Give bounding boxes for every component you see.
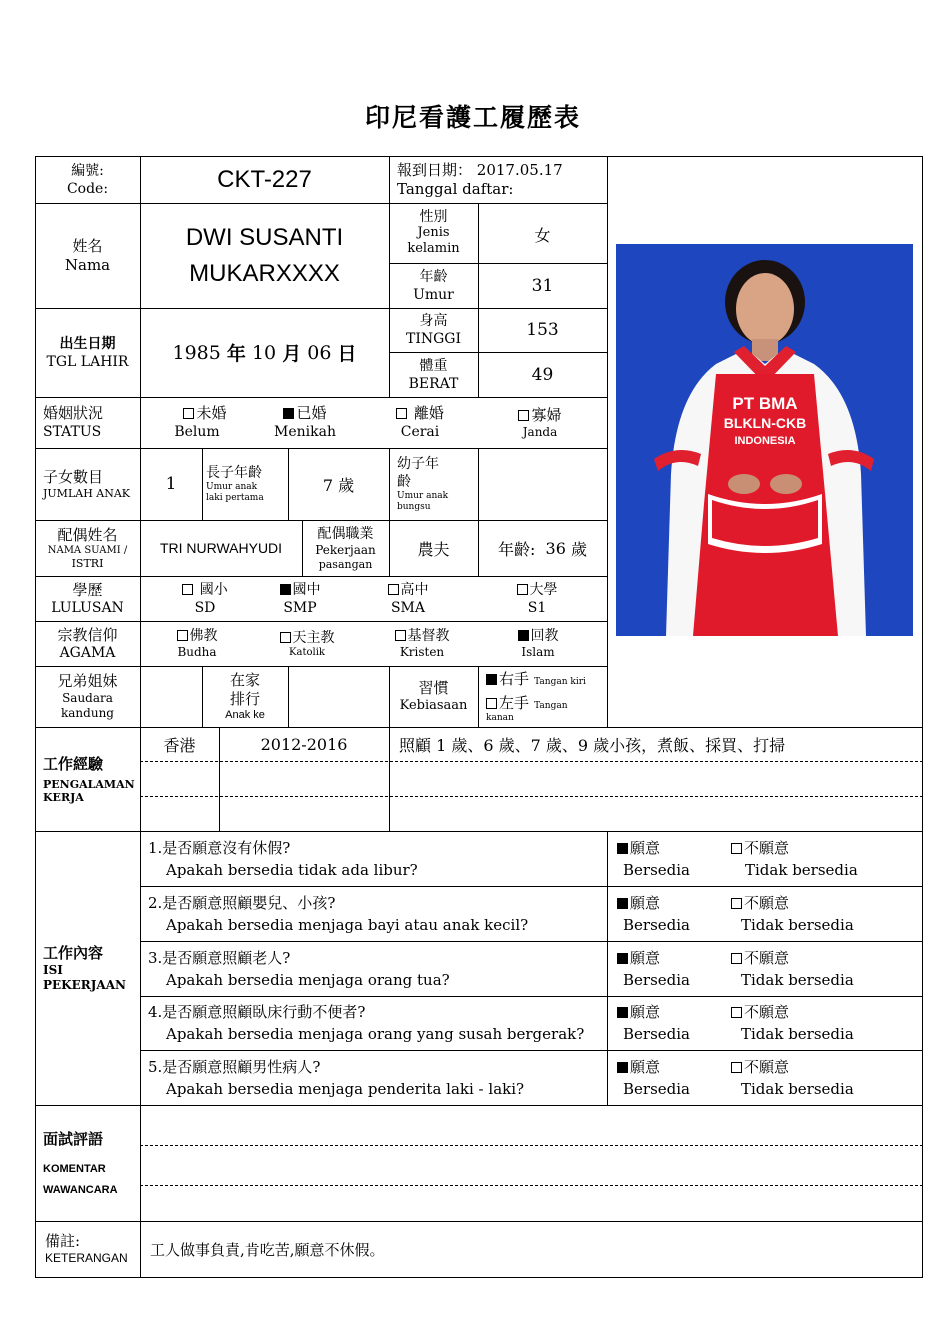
- marital-option-divorced[interactable]: 離婚 Cerai: [365, 397, 475, 448]
- eldest-age-label: 長子年齡 Umur anak laki pertama: [206, 465, 264, 503]
- checkbox-icon: [283, 408, 294, 419]
- checkbox-icon: [486, 698, 497, 709]
- eldest-age-value: 7 歲: [322, 475, 355, 495]
- answer-no[interactable]: 不願意 Tidak bersedia: [725, 1050, 923, 1105]
- checkbox-icon: [617, 953, 628, 964]
- checkbox-icon: [177, 630, 188, 641]
- siblings-label: 兄弟姐妹 Saudara kandung: [57, 672, 118, 720]
- job-question: 2.是否願意照顧嬰兒、小孩? Apakah bersedia menjaga bayi atau anak kecil?: [148, 893, 529, 934]
- education-label: 學歷 LULUSAN: [51, 580, 124, 616]
- checkbox-icon: [731, 953, 742, 964]
- arrival-date: 報到日期： 2017.05.17 Tanggal daftar:: [397, 160, 563, 198]
- marital-option-widowed[interactable]: 寡婦 Janda: [485, 397, 595, 448]
- apron-text-line3: INDONESIA: [734, 435, 796, 447]
- checkbox-icon: [617, 1007, 628, 1018]
- checkbox-icon: [183, 408, 194, 419]
- religion-option-islam[interactable]: 回教 Islam: [488, 621, 588, 666]
- religion-option-budha[interactable]: 佛教 Budha: [177, 628, 218, 659]
- resume-form: [35, 156, 923, 1278]
- answer-no[interactable]: 不願意 Tidak bersedia: [725, 996, 923, 1050]
- birth-label: 出生日期 TGL LAHIR: [46, 335, 129, 370]
- age-value: 31: [531, 275, 554, 296]
- answer-no[interactable]: 不願意 Tidak bersedia: [725, 886, 923, 941]
- answer-yes[interactable]: 願意 Bersedia: [607, 1050, 725, 1105]
- checkbox-icon: [280, 632, 291, 643]
- answer-yes[interactable]: 願意 Bersedia: [607, 831, 725, 886]
- weight-label: 體重 BERAT: [408, 357, 459, 392]
- answer-yes[interactable]: 願意 Bersedia: [607, 886, 725, 941]
- handedness: 右手 Tangan kiri 左手 Tangan kanan: [486, 670, 586, 723]
- religion-label: 宗教信仰 AGAMA: [57, 625, 118, 661]
- spouse-job-value: 農夫: [417, 539, 450, 559]
- weight-value: 49: [531, 364, 554, 385]
- job-question: 3.是否願意照顧老人? Apakah bersedia menjaga orang tua?: [148, 948, 450, 989]
- experience-place: 香港: [163, 735, 196, 755]
- education-option-s1[interactable]: 大學 S1: [487, 576, 587, 621]
- handedness-right[interactable]: 右手 Tangan kiri: [486, 669, 586, 689]
- name-value: DWI SUSANTI MUKARXXXX: [185, 223, 344, 287]
- spouse-job-label: 配偶職業 Pekerjaan pasangan: [315, 526, 376, 571]
- birth-value: 1985 年 10 月 06 日: [172, 341, 357, 365]
- height-value: 153: [526, 320, 559, 340]
- checkbox-icon: [617, 1062, 628, 1073]
- job-question: 4.是否願意照顧臥床行動不便者? Apakah bersedia menjaga orang yang susah bergerak?: [148, 1003, 585, 1043]
- experience-label: 工作經驗 PENGALAMAN KERJA: [43, 754, 135, 804]
- checkbox-icon: [617, 898, 628, 909]
- marital-label: 婚姻狀況 STATUS: [43, 403, 104, 440]
- checkbox-icon: [517, 584, 528, 595]
- apron-text-line2: BLKLN-CKB: [723, 415, 807, 431]
- gender-label: 性別 Jenis kelamin: [407, 209, 460, 256]
- checkbox-icon: [182, 584, 193, 595]
- name-label: 姓名 Nama: [64, 236, 111, 274]
- experience-description: 照顧 1 歲、6 歲、7 歲、9 歲小孩，煮飯、採買、打掃: [399, 735, 786, 755]
- education-option-sma[interactable]: 高中 SMA: [358, 576, 458, 621]
- education-option-smp[interactable]: 國中 SMP: [250, 576, 350, 621]
- applicant-photo: [616, 244, 913, 636]
- checkbox-icon: [486, 674, 497, 685]
- checkbox-icon: [731, 1062, 742, 1073]
- children-count: 1: [165, 474, 177, 494]
- interview-label: 面試評語 KOMENTAR WAWANCARA: [43, 1129, 118, 1196]
- experience-period: 2012-2016: [260, 734, 348, 754]
- checkbox-icon: [518, 630, 529, 641]
- job-label: 工作內容 ISI PEKERJAAN: [43, 943, 126, 992]
- age-label: 年齡 Umur: [413, 268, 454, 303]
- checkbox-icon: [396, 408, 407, 419]
- checkbox-icon: [395, 630, 406, 641]
- checkbox-icon: [731, 1007, 742, 1018]
- checkbox-icon: [617, 843, 628, 854]
- children-label: 子女數目 JUMLAH ANAK: [43, 468, 131, 500]
- code-value: CKT-227: [217, 165, 312, 193]
- answer-no[interactable]: 不願意 Tidak bersedia: [725, 941, 923, 996]
- answer-yes[interactable]: 願意 Bersedia: [607, 996, 725, 1050]
- height-label: 身高 TINGGI: [405, 313, 461, 347]
- answer-no[interactable]: 不願意 Tidak bersedia: [725, 831, 923, 886]
- checkbox-icon: [388, 584, 399, 595]
- education-option-sd[interactable]: 國小 SD: [155, 576, 255, 621]
- page-title: 印尼看護工履歷表: [364, 103, 581, 132]
- answer-yes[interactable]: 願意 Bersedia: [607, 941, 725, 996]
- religion-option-katolik[interactable]: 天主教 Katolik: [257, 621, 357, 666]
- checkbox-icon: [518, 410, 529, 421]
- marital-option-single[interactable]: 未婚 Belum: [174, 404, 227, 440]
- habit-label: 習慣 Kebiasaan: [399, 679, 468, 713]
- apron-text-line1: PT BMA: [732, 394, 798, 413]
- gender-value: 女: [534, 226, 551, 245]
- spouse-name-label: 配偶姓名 NAMA SUAMI / ISTRI: [47, 526, 128, 570]
- code-label: 編號: Code:: [66, 162, 109, 197]
- youngest-age-label: 幼子年 齡 Umur anak bungsu: [397, 456, 449, 512]
- checkbox-icon: [731, 898, 742, 909]
- spouse-age: 年齡: 36 歲: [497, 538, 588, 559]
- sibling-rank-label: 在家 排行 Anak ke: [225, 671, 265, 721]
- job-question: 5.是否願意照顧男性病人? Apakah bersedia menjaga penderita laki - laki?: [148, 1057, 525, 1098]
- handedness-left[interactable]: 左手 Tangan: [486, 693, 568, 713]
- marital-option-married[interactable]: 已婚 Menikah: [274, 404, 336, 440]
- remarks-label: 備註: KETERANGAN: [45, 1232, 128, 1265]
- spouse-name-value: TRI NURWAHYUDI: [159, 540, 283, 556]
- checkbox-icon: [731, 843, 742, 854]
- remarks-value: 工人做事負責,肯吃苦,願意不休假。: [150, 1240, 385, 1259]
- job-question: 1.是否願意沒有休假? Apakah bersedia tidak ada libur?: [148, 838, 418, 879]
- checkbox-icon: [280, 584, 291, 595]
- religion-option-kristen[interactable]: 基督教 Kristen: [372, 621, 472, 666]
